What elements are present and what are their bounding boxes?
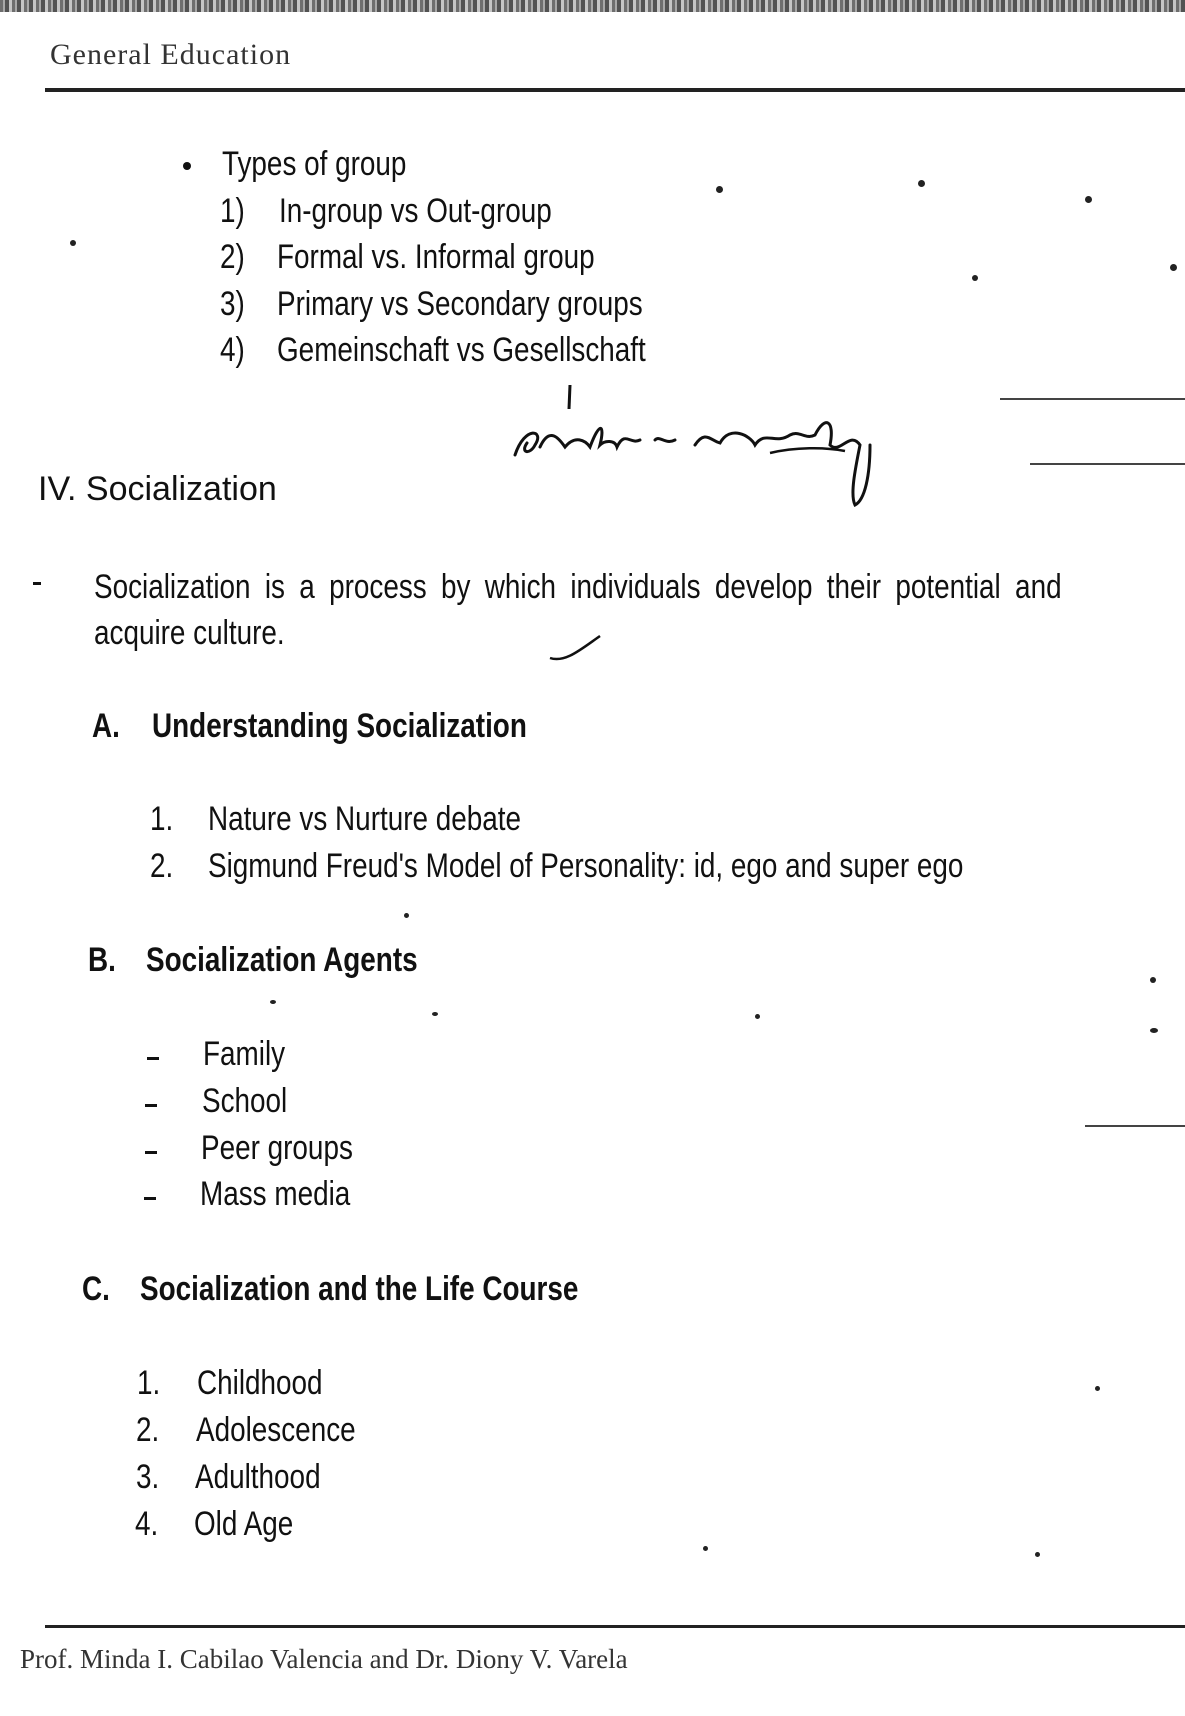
agent-item: Peer groups — [201, 1129, 353, 1167]
margin-line — [1000, 398, 1185, 400]
agent-item: Family — [203, 1035, 286, 1073]
footer-rule — [45, 1625, 1185, 1628]
list-number: 3. — [136, 1458, 160, 1496]
scan-speck — [432, 1012, 438, 1016]
subsection-c-letter: C. — [82, 1270, 110, 1308]
group-types-label: Types of group — [222, 145, 407, 183]
list-number: 1. — [137, 1364, 161, 1402]
dash-bullet — [144, 1197, 156, 1200]
scan-speck — [270, 1000, 276, 1004]
list-number: 1. — [150, 800, 174, 838]
definition-line-2: acquire culture. — [94, 614, 285, 652]
group-type-item: Formal vs. Informal group — [277, 238, 595, 276]
handwritten-annotation — [505, 385, 945, 515]
list-item: Childhood — [197, 1364, 323, 1402]
handwritten-note-text: Relation in society — [505, 385, 514, 386]
running-header: General Education — [50, 38, 292, 71]
dash-bullet — [33, 582, 41, 585]
header-rule — [45, 88, 1185, 92]
scan-speck — [1095, 1386, 1100, 1391]
list-item: Adulthood — [195, 1458, 321, 1496]
footer-credits: Prof. Minda I. Cabilao Valencia and Dr. Diony V. Varela — [20, 1644, 628, 1674]
section-heading: IV. Socialization — [38, 470, 277, 508]
subsection-c-title: Socialization and the Life Course — [140, 1270, 579, 1308]
scan-speck — [972, 275, 978, 281]
group-type-item: Gemeinschaft vs Gesellschaft — [277, 331, 646, 369]
dash-bullet — [147, 1057, 159, 1060]
scan-speck — [918, 180, 925, 187]
list-number: 4. — [135, 1505, 159, 1543]
list-item: Nature vs Nurture debate — [208, 800, 522, 838]
group-type-item: In-group vs Out-group — [279, 192, 552, 230]
checkmark-scribble — [545, 628, 605, 668]
dash-bullet — [145, 1104, 157, 1107]
subsection-a-title: Understanding Socialization — [152, 707, 527, 745]
dash-bullet — [145, 1151, 157, 1154]
subsection-b-letter: B. — [88, 941, 116, 979]
scan-speck — [70, 240, 76, 246]
list-number: 2. — [136, 1411, 160, 1449]
list-number: 2. — [150, 847, 174, 885]
agent-item: School — [202, 1082, 288, 1120]
bullet-icon — [183, 162, 191, 170]
margin-line — [1085, 1125, 1185, 1127]
scan-speck — [1170, 264, 1177, 271]
list-item: Adolescence — [196, 1411, 356, 1449]
scan-speck — [1150, 977, 1156, 983]
group-type-num: 2) — [220, 238, 245, 276]
group-type-item: Primary vs Secondary groups — [277, 285, 643, 323]
scan-speck — [703, 1546, 708, 1551]
group-type-num: 4) — [220, 331, 245, 369]
list-item: Old Age — [194, 1505, 294, 1543]
subsection-a-letter: A. — [92, 707, 120, 745]
definition-line-1: Socialization is a process by which individuals develop their potential and — [94, 568, 1062, 606]
scan-speck — [404, 913, 409, 918]
margin-line — [1030, 463, 1185, 465]
scan-speck — [1150, 1028, 1158, 1033]
list-item: Sigmund Freud's Model of Personality: id, ego and super ego — [208, 847, 964, 885]
scan-speck — [1035, 1552, 1040, 1557]
subsection-b-title: Socialization Agents — [146, 941, 418, 979]
group-type-num: 1) — [220, 192, 245, 230]
agent-item: Mass media — [200, 1175, 351, 1213]
scan-speck — [1085, 196, 1092, 203]
scan-speck — [716, 186, 723, 193]
scan-edge-artifact — [0, 0, 1185, 12]
scan-speck — [755, 1014, 760, 1019]
group-type-num: 3) — [220, 285, 245, 323]
